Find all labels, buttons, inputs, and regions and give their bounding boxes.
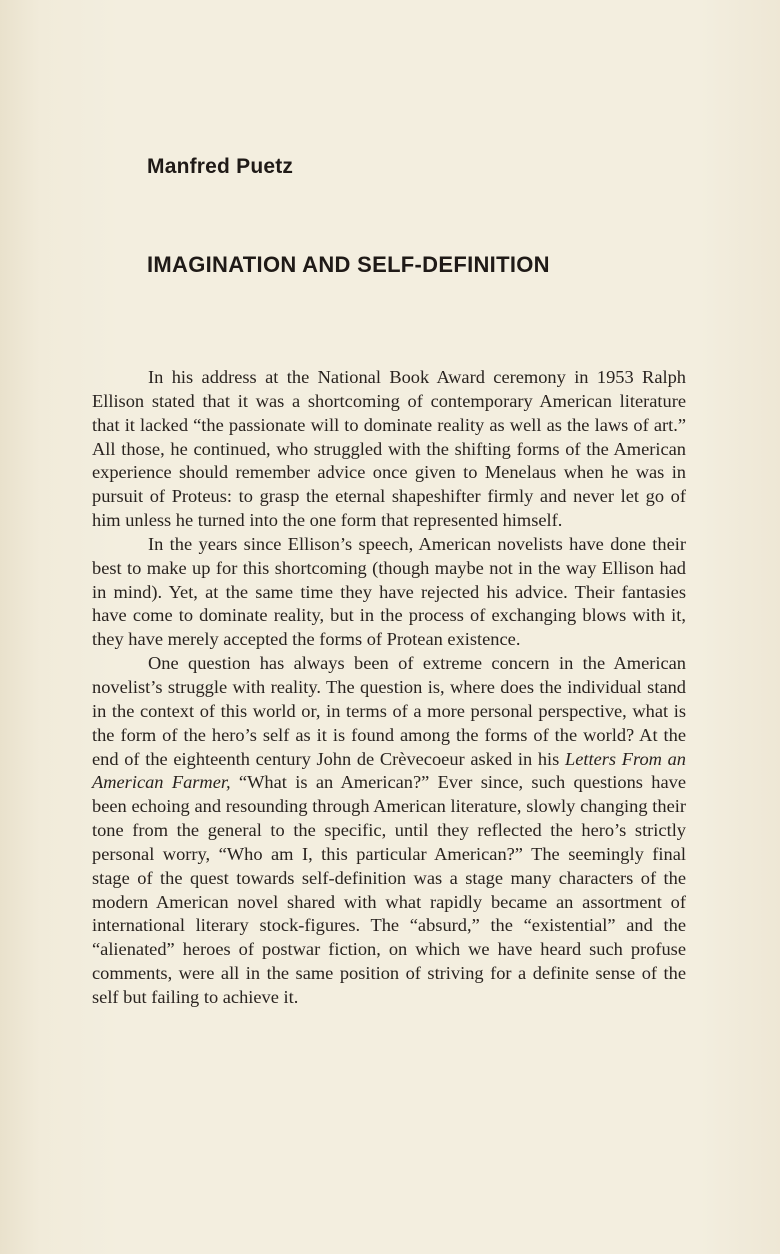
paragraph-2: In the years since Ellison’s speech, American novelists have done their best to make up for this shortcoming (though maybe not in the way Ellison had in mind). Yet, at the same time they have rejected his advice. Their fantasies have come to dominate reality, but in the process of exchanging blows with it, they have merely accepted the forms of Protean existence. — [92, 533, 686, 650]
paragraph-1: In his address at the National Book Award ceremony in 1953 Ralph Ellison stated that it was a shortcoming of contemporary American literature that it lacked “the passionate will to dominate reality as well as the laws of art.” All those, he continued, who struggled with the shifting forms of the American experience should remember advice once given to Menelaus when he was in pursuit of Proteus: to grasp the eternal shapeshifter firmly and never let go of him unless he turned into the one form that represented himself. — [92, 367, 686, 531]
author-name: Manfred Puetz — [147, 155, 294, 178]
body-text — [92, 366, 686, 1010]
chapter-title: IMAGINATION AND SELF-DEFINITION — [147, 252, 550, 277]
paragraph-3-text-before: One question has always been of extreme concern in the American novelist’s struggle with reality. The question is, where does the individual stand in the context of this world or, in terms of a more personal perspective, what is the form of the hero’s self as it is found among the forms of the world? At the end of the eighteenth century John de Crèvecoeur asked in his — [92, 653, 686, 769]
book-title-italic: Letters From an American Farmer, — [92, 748, 686, 793]
paragraph-3 — [92, 652, 686, 1010]
paragraph-3-text-after: “What is an American?” Ever since, such questions have been echoing and resounding through American literature, slowly changing their tone from the general to the specific, until they reflected the hero’s strictly personal worry, “Who am I, this particular American?” The seemingly final stage of the quest towards self-definition was a stage many characters of the modern American novel shared with what rapidly became an assortment of international literary stock-figures. The “absurd,” the “existential” and the “alienated” heroes of postwar fiction, on which we have heard such profuse comments, were all in the same position of striving for a definite sense of the self but failing to achieve it. — [92, 772, 686, 1007]
